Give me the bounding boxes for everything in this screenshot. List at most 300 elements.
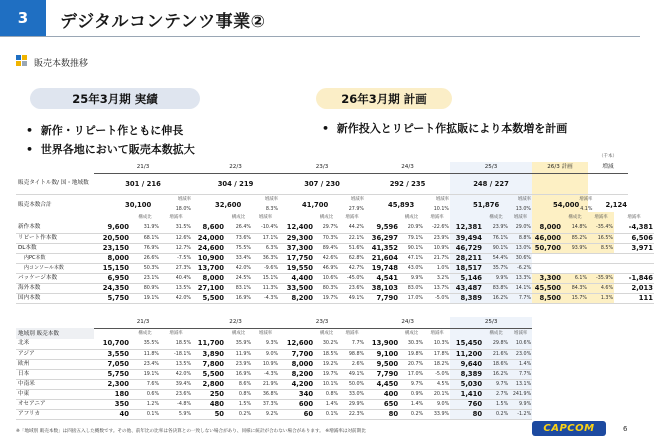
share-value: 80.3% [314,283,339,293]
share-value: 30.2% [314,339,339,349]
growth-value: -5.0% [424,293,450,303]
growth-value: -7.5% [160,253,192,263]
row-label: 国内本数 [16,293,94,303]
region-label: 中東 [16,389,94,399]
count-value: 12,381 [450,223,483,233]
growth-value: 12.7% [160,243,192,253]
spacer-cell [365,212,399,223]
count-value: 15,150 [94,263,130,273]
share-value: 42.0% [225,263,252,273]
diff-value [614,263,654,273]
table-row [16,223,654,233]
count-value: 1,410 [450,389,483,399]
growth-value: 10.9% [252,359,279,369]
growth-value: 14.1% [509,283,532,293]
diff-value: 111 [614,293,654,303]
share-value: 0.8% [314,389,339,399]
share-value: 43.0% [399,263,424,273]
growth-value: -4.3% [252,369,279,379]
total-value: 54,000 [553,201,580,210]
share-value: 80.9% [130,283,160,293]
count-value: 650 [365,399,399,409]
table-row [16,359,532,369]
plan-share-value [562,253,588,263]
count-value: 41,352 [365,243,399,253]
diff-value: -4,381 [614,223,654,233]
sub-header: 構成比 [138,330,152,336]
growth-value: 29.9% [339,399,365,409]
table-row [16,253,654,263]
growth-value: 42.0% [160,293,192,303]
summary-table [16,162,628,216]
table-row [16,233,654,243]
growth-value: 13.5% [160,283,192,293]
count-value: 7,050 [94,359,130,369]
count-value: 8,200 [279,369,314,379]
growth-value: 10.3% [424,339,450,349]
region-label: 中南米 [16,379,94,389]
count-value: 50 [192,409,225,419]
growth-value: 29.0% [509,223,532,233]
count-value: 6,950 [94,273,130,283]
share-value: 17.0% [399,369,424,379]
count-value: 10,700 [94,339,130,349]
count-value: 43,487 [450,283,483,293]
growth-value: 49.1% [339,293,365,303]
period-header: 24/3 [365,162,450,173]
sub-header: 増減率 [345,214,359,220]
sub-header: 増減率 [258,330,273,336]
sub-header: 増減率 [169,330,183,336]
plan-share-value: 93.9% [562,243,588,253]
count-value: 9,100 [365,349,399,359]
count-value: 4,450 [365,379,399,389]
table-row [16,379,532,389]
count-value: 600 [279,399,314,409]
count-value: 250 [192,389,225,399]
share-value: 0.9% [399,389,424,399]
share-value: 89.4% [314,243,339,253]
sub-header: 増減率 [627,214,641,220]
share-value: 19.1% [130,293,160,303]
empty-cell [532,173,588,194]
growth-value: 50.0% [339,379,365,389]
share-value: 9.7% [399,379,424,389]
count-value: 9,600 [94,223,130,233]
count-value: 7,790 [365,369,399,379]
plan-share-value: 85.2% [562,233,588,243]
plan-count-value: 8,500 [532,293,562,303]
growth-value: -18.1% [160,349,192,359]
titles-value: 301 / 216 [94,173,192,194]
corner-cell [16,212,94,223]
count-value: 8,000 [192,273,225,283]
sub-header: 増減率 [588,212,614,223]
period-header: 22/3 [192,317,279,328]
total-value: 41,700 [302,201,329,210]
sub-header: 増減率 [258,214,273,220]
share-value: 16.9% [225,369,252,379]
growth-value: 17.1% [252,233,279,243]
share-value: 0.1% [314,409,339,419]
total-growth: 18.0% [175,207,191,213]
region-label: 日本 [16,369,94,379]
count-value: 13,900 [365,339,399,349]
plan-count-value [532,253,562,263]
sub-header: 増減率 [350,197,364,203]
share-value: 79.1% [399,233,424,243]
share-value: 17.0% [399,293,424,303]
count-value: 60 [279,409,314,419]
growth-value: 22.3% [339,409,365,419]
count-value: 38,103 [365,283,399,293]
table-row [16,273,654,283]
spacer-cell [279,328,314,339]
growth-value: 40.4% [160,273,192,283]
growth-value: 18.2% [424,359,450,369]
sub-header: 構成比 [404,214,419,220]
sub-header: 構成比 [231,214,246,220]
growth-value: -22.6% [424,223,450,233]
sub-header: 増減率 [430,330,444,336]
count-value: 480 [192,399,225,409]
plan-count-value: 50,700 [532,243,562,253]
plan-growth-value: 1.3% [588,293,614,303]
share-value: 0.2% [483,409,509,419]
sub-header: 構成比 [319,330,334,336]
growth-value: 9.0% [424,399,450,409]
period-header: 21/3 [94,317,192,328]
plan-count-value: 3,300 [532,273,562,283]
growth-value: 10.9% [424,243,450,253]
growth-value: 21.7% [424,253,450,263]
growth-value: 23.6% [339,283,365,293]
share-value: 29.8% [483,339,509,349]
plan-share-value: 84.3% [562,283,588,293]
capcom-logo: CAPCOM [532,421,606,436]
sub-header: 増減率 [345,330,359,336]
share-value: 1.4% [399,399,424,409]
table-row [16,243,654,253]
plan-growth-value: 8.5% [588,243,614,253]
share-value: 54.4% [483,253,509,263]
growth-value: 23.6% [160,389,192,399]
share-value: 75.5% [225,243,252,253]
share-value: 19.7% [314,293,339,303]
count-value: 9,640 [450,359,483,369]
count-value: 15,450 [450,339,483,349]
sub-header: 増減率 [430,214,444,220]
share-value: 23.9% [225,359,252,369]
growth-value: 9.2% [252,409,279,419]
share-value: 35.7% [483,263,509,273]
count-value: 9,596 [365,223,399,233]
plan-share-value [562,263,588,273]
plan-growth-value: 16.5% [588,233,614,243]
share-value: 23.4% [130,359,160,369]
growth-value: 15.1% [252,273,279,283]
section-number-badge: 3 [0,0,46,36]
share-value: 50.3% [130,263,160,273]
share-value: 68.1% [130,233,160,243]
table-row [16,349,532,359]
diff-value: 2,013 [614,283,654,293]
plan-share-value: 6.1% [562,273,588,283]
share-value: 0.2% [225,409,252,419]
region-label: 欧州 [16,359,94,369]
total-growth: 4.1% [580,207,593,213]
row-label: DL本数 [16,243,94,253]
growth-value: 12.6% [160,233,192,243]
share-value: 1.5% [483,399,509,409]
count-value: 4,200 [279,379,314,389]
growth-value: 62.8% [339,253,365,263]
row-label: 新作本数 [16,223,94,233]
region-label-header: 地域別 販売本数 [16,328,94,339]
growth-value: 36.8% [252,389,279,399]
spacer-cell [279,212,314,223]
growth-value: 36.3% [252,253,279,263]
total-value: 32,600 [215,201,242,210]
period-header: 21/3 [94,162,192,173]
spacer-cell [94,328,130,339]
share-value: 21.6% [483,349,509,359]
growth-value: 1.0% [424,263,450,273]
count-value: 8,600 [192,223,225,233]
count-value: 28,211 [450,253,483,263]
sub-header: 構成比 [231,330,246,336]
diff-value: 6,506 [614,233,654,243]
count-value: 8,200 [279,293,314,303]
period-header: 25/3 [450,317,532,328]
plan-share-value: 15.7% [562,293,588,303]
table-row [16,369,532,379]
share-value: 1.2% [130,399,160,409]
period-header: 25/3 [450,162,532,173]
count-value: 39,494 [450,233,483,243]
sub-header: 増減率 [579,197,593,203]
growth-value: -1.2% [509,409,532,419]
section-squares-icon [16,55,28,67]
growth-value: -10.4% [252,223,279,233]
table-row [16,283,654,293]
growth-value: 18.5% [160,339,192,349]
growth-value: -5.0% [424,369,450,379]
share-value: 11.8% [130,349,160,359]
share-value: 76.1% [483,233,509,243]
count-value: 29,300 [279,233,314,243]
total-growth: 13.0% [515,207,531,213]
total-value: 45,893 [388,201,415,210]
share-value: 20.9% [399,223,424,233]
share-value: 16.2% [483,293,509,303]
row-label: 内コンソール本数 [16,263,94,273]
growth-value: 4.5% [424,379,450,389]
table-row [16,409,532,419]
growth-value: 5.9% [160,409,192,419]
growth-value: 49.1% [339,369,365,379]
count-value: 7,700 [279,349,314,359]
count-value: 19,550 [279,263,314,273]
growth-value: 23.0% [509,349,532,359]
plan-growth-value [588,263,614,273]
count-value: 3,890 [192,349,225,359]
growth-value: 23.9% [424,233,450,243]
growth-value: -4.8% [160,399,192,409]
share-value: 83.1% [225,283,252,293]
count-value: 7,800 [192,359,225,369]
plan-growth-value [588,253,614,263]
share-value: 70.3% [314,233,339,243]
share-value: 0.1% [130,409,160,419]
growth-value: 98.8% [339,349,365,359]
plan-growth-value: 4.6% [588,283,614,293]
share-value: 19.7% [314,369,339,379]
growth-value: 2.6% [339,359,365,369]
count-value: 3,550 [94,349,130,359]
sub-header: 構成比 [405,330,419,336]
count-value: 2,300 [94,379,130,389]
sub-header: 構成比 [138,214,152,220]
diff-header: 増減 [588,162,628,173]
growth-value: 42.7% [339,263,365,273]
share-value: 10.6% [314,273,339,283]
share-value: 20.7% [399,359,424,369]
sub-header: 増減率 [509,328,532,339]
count-value: 400 [365,389,399,399]
table-row [16,263,654,273]
total-growth: 8.3% [265,207,278,213]
period-header: 23/3 [279,162,365,173]
share-value: 90.1% [399,243,424,253]
count-value: 10,900 [192,253,225,263]
region-table [16,317,532,420]
sub-header: 構成比 [483,212,509,223]
count-value: 8,000 [279,359,314,369]
share-value: 46.9% [314,263,339,273]
count-value: 37,300 [279,243,314,253]
growth-value: 241.9% [509,389,532,399]
count-value: 19,748 [365,263,399,273]
share-value: 0.6% [130,389,160,399]
spacer-cell [192,212,225,223]
growth-value: 8.8% [509,233,532,243]
growth-value: 30.6% [509,253,532,263]
growth-value: 10.6% [509,339,532,349]
empty-cell [588,173,628,194]
count-value: 340 [279,389,314,399]
titles-value: 292 / 235 [365,173,450,194]
sub-header: 増減率 [509,212,532,223]
sub-header: 増減率 [264,197,278,203]
growth-value: 13.0% [509,243,532,253]
share-value: 31.9% [130,223,160,233]
spacer-cell [450,328,483,339]
share-value: 0.2% [399,409,424,419]
share-value: 2.7% [483,389,509,399]
count-value: 24,000 [192,233,225,243]
growth-value: 42.0% [160,369,192,379]
share-value: 24.5% [225,273,252,283]
growth-value: -45.0% [339,273,365,283]
share-value: 35.5% [130,339,160,349]
count-value: 80 [365,409,399,419]
titles-value: 248 / 227 [450,173,532,194]
share-value: 30.3% [399,339,424,349]
share-value: 19.2% [314,359,339,369]
region-label: アフリカ [16,409,94,419]
actual-period-pill: 25年3月期 実績 [30,88,200,109]
growth-value: 9.0% [252,349,279,359]
growth-value: 51.6% [339,243,365,253]
period-header: 24/3 [365,317,450,328]
growth-value: 7.7% [509,293,532,303]
count-value: 21,604 [365,253,399,263]
share-value: 23.1% [130,273,160,283]
row-label: 販売本数合計 [18,202,52,209]
region-label: 北米 [16,339,94,349]
diff-value: 3,971 [614,243,654,253]
growth-value: 33.0% [339,389,365,399]
section-title: 販売本数推移 [34,59,89,69]
row-label: 販売タイトル数/ 国・地域数 [16,173,94,194]
spacer-cell [365,328,399,339]
count-value: 5,030 [450,379,483,389]
plan-growth-value: -35.4% [588,223,614,233]
share-value: 19.1% [130,369,160,379]
page-number: 6 [623,425,628,433]
count-value: 5,500 [192,293,225,303]
growth-value: 21.9% [252,379,279,389]
count-value: 4,400 [279,273,314,283]
unit-label: （千本） [599,154,617,159]
total-growth: 10.1% [433,207,449,213]
title-divider [0,36,640,37]
share-value: 26.4% [225,223,252,233]
titles-value: 307 / 230 [279,173,365,194]
share-value: 42.6% [314,253,339,263]
share-value: 10.1% [314,379,339,389]
share-value: 1.5% [225,399,252,409]
growth-value: 13.1% [509,379,532,389]
share-value: 90.1% [483,243,509,253]
table-row [16,399,532,409]
growth-value: -6.2% [509,263,532,273]
page-title: デジタルコンテンツ事業② [60,12,266,32]
plan-count-value: 45,500 [532,283,562,293]
share-value: 7.6% [130,379,160,389]
row-label: 海外本数 [16,283,94,293]
table-row [16,293,654,303]
count-value: 8,000 [94,253,130,263]
growth-value: 27.3% [160,263,192,273]
region-label: オセアニア [16,399,94,409]
count-value: 7,790 [365,293,399,303]
count-value: 24,600 [192,243,225,253]
count-value: 36,297 [365,233,399,243]
row-label: 内PC本数 [16,253,94,263]
period-header: 23/3 [279,317,365,328]
share-value: 83.0% [399,283,424,293]
share-value: 29.7% [314,223,339,233]
footnote: ※「地域別 販売本数」は四捨五入した概数です。その他、前年比の比率は各決算との一致しない場合があり、同様に統計が合わない場合があります。 ※増減率は対前期比 [16,429,366,434]
corner-cell [16,162,94,173]
growth-value: 3.2% [424,273,450,283]
share-value: 83.8% [483,283,509,293]
diff-value: 2,124 [605,201,627,210]
growth-value: 39.4% [160,379,192,389]
count-value: 18,517 [450,263,483,273]
